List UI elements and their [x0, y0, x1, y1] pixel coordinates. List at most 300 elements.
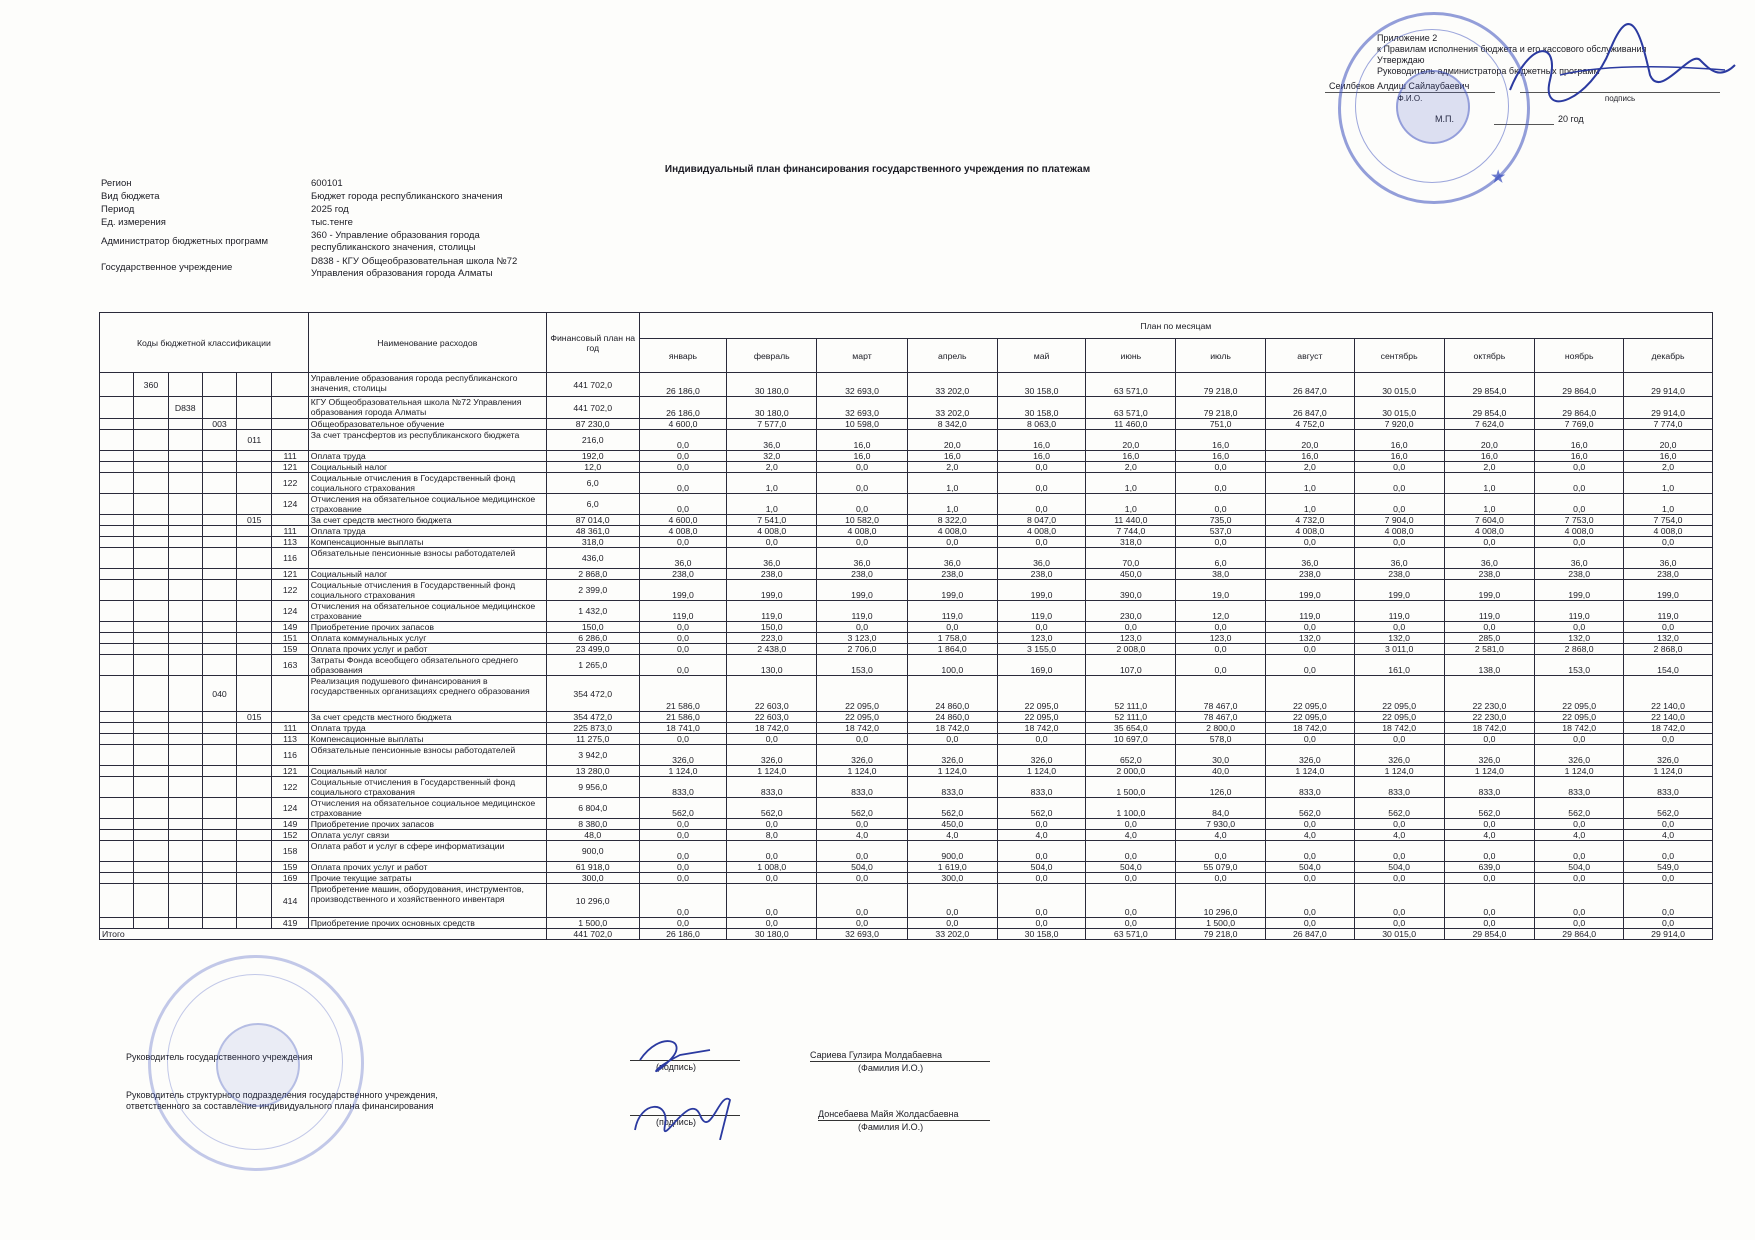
month-value-cell: 326,0: [907, 745, 997, 766]
month-value-cell: 132,0: [1535, 633, 1624, 644]
financing-plan-table: [99, 312, 1713, 940]
month-value-cell: 0,0: [1176, 873, 1266, 884]
code-cell: 163: [272, 655, 308, 676]
month-value-cell: 63 571,0: [1086, 373, 1176, 397]
month-value-cell: 18 742,0: [1265, 723, 1354, 734]
total-month-cell: 26 186,0: [639, 929, 727, 940]
code-cell: [134, 862, 168, 873]
month-value-cell: 1 124,0: [727, 766, 817, 777]
month-value-cell: 326,0: [727, 745, 817, 766]
code-cell: [237, 734, 272, 745]
month-value-cell: 29 854,0: [1444, 373, 1535, 397]
month-value-cell: 30 015,0: [1354, 373, 1444, 397]
month-value-cell: 4,0: [1624, 830, 1713, 841]
code-cell: [168, 494, 202, 515]
code-cell: [168, 819, 202, 830]
code-cell: 124: [272, 601, 308, 622]
annual-plan-cell: 13 280,0: [546, 766, 639, 777]
month-value-cell: 0,0: [1354, 537, 1444, 548]
code-cell: [168, 676, 202, 712]
month-value-cell: 0,0: [1354, 918, 1444, 929]
table-row: [100, 473, 1713, 494]
expense-name-cell: Отчисления на обязательное социальное медицинское страхование: [308, 601, 546, 622]
month-value-cell: 0,0: [817, 734, 908, 745]
month-value-cell: 8,0: [727, 830, 817, 841]
code-cell: [134, 734, 168, 745]
month-value-cell: 16,0: [1624, 451, 1713, 462]
meta-label: Ед. измерения: [101, 217, 166, 228]
code-cell: [134, 494, 168, 515]
month-value-cell: 2 008,0: [1086, 644, 1176, 655]
month-value-cell: 238,0: [1354, 569, 1444, 580]
month-value-cell: 504,0: [817, 862, 908, 873]
month-value-cell: 7 753,0: [1535, 515, 1624, 526]
month-value-cell: 326,0: [1354, 745, 1444, 766]
month-value-cell: 1 008,0: [727, 862, 817, 873]
expense-name-cell: Отчисления на обязательное социальное медицинское страхование: [308, 494, 546, 515]
month-value-cell: 36,0: [1354, 548, 1444, 569]
table-row: [100, 419, 1713, 430]
code-cell: [237, 494, 272, 515]
code-cell: [202, 830, 236, 841]
code-cell: 159: [272, 862, 308, 873]
month-value-cell: 10 582,0: [817, 515, 908, 526]
code-cell: [237, 676, 272, 712]
month-value-cell: 0,0: [1535, 734, 1624, 745]
total-month-cell: 30 158,0: [997, 929, 1086, 940]
month-value-cell: 238,0: [997, 569, 1086, 580]
month-value-cell: 1 124,0: [817, 766, 908, 777]
month-value-cell: 0,0: [639, 494, 727, 515]
annual-plan-cell: 8 380,0: [546, 819, 639, 830]
code-cell: [168, 548, 202, 569]
code-cell: [202, 580, 236, 601]
month-value-cell: 22 603,0: [727, 712, 817, 723]
total-month-cell: 32 693,0: [817, 929, 908, 940]
month-value-cell: 0,0: [1624, 819, 1713, 830]
annual-plan-cell: 61 918,0: [546, 862, 639, 873]
month-value-cell: 0,0: [1624, 841, 1713, 862]
month-value-cell: 0,0: [727, 918, 817, 929]
code-cell: [272, 373, 308, 397]
month-value-cell: 450,0: [1086, 569, 1176, 580]
code-cell: [134, 819, 168, 830]
annual-plan-cell: 318,0: [546, 537, 639, 548]
total-month-cell: 33 202,0: [907, 929, 997, 940]
month-value-cell: 1,0: [727, 494, 817, 515]
month-value-cell: 16,0: [997, 451, 1086, 462]
table-row: [100, 526, 1713, 537]
approval-sign-caption: подпись: [1604, 94, 1636, 103]
annual-plan-cell: 12,0: [546, 462, 639, 473]
code-cell: [202, 798, 236, 819]
month-value-cell: 0,0: [1354, 841, 1444, 862]
month-value-cell: 450,0: [907, 819, 997, 830]
expense-name-cell: Приобретение машин, оборудования, инструментов, производственного и хозяйственного инвентаря: [308, 884, 546, 918]
month-value-cell: 562,0: [1535, 798, 1624, 819]
code-cell: [168, 430, 202, 451]
header-month: июнь: [1086, 339, 1176, 373]
official-stamp-top: [1338, 12, 1530, 204]
month-value-cell: 26 186,0: [639, 373, 727, 397]
code-cell: [202, 633, 236, 644]
month-value-cell: 0,0: [1176, 494, 1266, 515]
expense-name-cell: Компенсационные выплаты: [308, 537, 546, 548]
code-cell: [237, 622, 272, 633]
month-value-cell: 18 742,0: [817, 723, 908, 734]
code-cell: 111: [272, 723, 308, 734]
table-row: [100, 397, 1713, 419]
month-value-cell: 0,0: [997, 841, 1086, 862]
code-cell: [168, 622, 202, 633]
month-value-cell: 1 124,0: [1535, 766, 1624, 777]
header-month: апрель: [907, 339, 997, 373]
month-value-cell: 30 158,0: [997, 397, 1086, 419]
code-cell: 011: [237, 430, 272, 451]
code-cell: [134, 462, 168, 473]
month-value-cell: 0,0: [1176, 622, 1266, 633]
code-cell: [100, 745, 134, 766]
expense-name-cell: Оплата труда: [308, 526, 546, 537]
month-value-cell: 29 854,0: [1444, 397, 1535, 419]
month-value-cell: 16,0: [817, 451, 908, 462]
code-cell: 149: [272, 819, 308, 830]
expense-name-cell: Оплата услуг связи: [308, 830, 546, 841]
month-value-cell: 84,0: [1176, 798, 1266, 819]
month-value-cell: 2 868,0: [1624, 644, 1713, 655]
code-cell: [168, 580, 202, 601]
month-value-cell: 18 742,0: [1624, 723, 1713, 734]
month-value-cell: 22 095,0: [1354, 712, 1444, 723]
month-value-cell: 0,0: [997, 918, 1086, 929]
month-value-cell: 0,0: [817, 473, 908, 494]
month-value-cell: 238,0: [639, 569, 727, 580]
month-value-cell: 32 693,0: [817, 373, 908, 397]
code-cell: [100, 451, 134, 462]
code-cell: [202, 462, 236, 473]
month-value-cell: 7 744,0: [1086, 526, 1176, 537]
month-value-cell: 562,0: [997, 798, 1086, 819]
expense-name-cell: Приобретение прочих запасов: [308, 622, 546, 633]
expense-name-cell: Прочие текущие затраты: [308, 873, 546, 884]
approval-mp: М.П.: [1435, 114, 1454, 124]
code-cell: [134, 451, 168, 462]
month-value-cell: 24 860,0: [907, 712, 997, 723]
month-value-cell: 0,0: [1354, 473, 1444, 494]
month-value-cell: 1 124,0: [1265, 766, 1354, 777]
code-cell: [168, 462, 202, 473]
total-month-cell: 30 180,0: [727, 929, 817, 940]
month-value-cell: 504,0: [1086, 862, 1176, 873]
header-plan: Финансовый план на год: [546, 313, 639, 373]
annual-plan-cell: 354 472,0: [546, 712, 639, 723]
code-cell: [100, 830, 134, 841]
month-value-cell: 1 124,0: [1444, 766, 1535, 777]
month-value-cell: 12,0: [1176, 601, 1266, 622]
table-row: [100, 798, 1713, 819]
code-cell: [202, 734, 236, 745]
month-value-cell: 0,0: [1265, 918, 1354, 929]
month-value-cell: 18 742,0: [1444, 723, 1535, 734]
month-value-cell: 504,0: [1265, 862, 1354, 873]
expense-name-cell: Социальный налог: [308, 569, 546, 580]
month-value-cell: 578,0: [1176, 734, 1266, 745]
month-value-cell: 7 577,0: [727, 419, 817, 430]
month-value-cell: 107,0: [1086, 655, 1176, 676]
code-cell: [237, 462, 272, 473]
month-value-cell: 504,0: [1535, 862, 1624, 873]
month-value-cell: 562,0: [1265, 798, 1354, 819]
code-cell: [100, 622, 134, 633]
code-cell: [168, 830, 202, 841]
code-cell: [168, 515, 202, 526]
month-value-cell: 123,0: [997, 633, 1086, 644]
code-cell: 040: [202, 676, 236, 712]
code-cell: [202, 548, 236, 569]
code-cell: [202, 873, 236, 884]
month-value-cell: 7 904,0: [1354, 515, 1444, 526]
month-value-cell: 36,0: [1624, 548, 1713, 569]
annual-plan-cell: 150,0: [546, 622, 639, 633]
month-value-cell: 4,0: [1535, 830, 1624, 841]
month-value-cell: 21 586,0: [639, 712, 727, 723]
approval-year: 20 год: [1557, 114, 1584, 124]
code-cell: [168, 473, 202, 494]
month-value-cell: 4 008,0: [727, 526, 817, 537]
month-value-cell: 0,0: [639, 537, 727, 548]
annual-plan-cell: 436,0: [546, 548, 639, 569]
code-cell: [272, 515, 308, 526]
month-value-cell: 833,0: [1354, 777, 1444, 798]
code-cell: [168, 451, 202, 462]
table-row: [100, 494, 1713, 515]
month-value-cell: 153,0: [1535, 655, 1624, 676]
month-value-cell: 0,0: [639, 655, 727, 676]
month-value-cell: 0,0: [907, 884, 997, 918]
annual-plan-cell: 2 868,0: [546, 569, 639, 580]
total-label: Итого: [100, 929, 547, 940]
month-value-cell: 0,0: [1444, 622, 1535, 633]
month-value-cell: 32,0: [727, 451, 817, 462]
responsible-sign-caption: (подпись): [656, 1117, 697, 1127]
month-value-cell: 0,0: [1444, 884, 1535, 918]
approval-rules: к Правилам исполнения бюджета и его кассового обслуживания: [1377, 44, 1647, 54]
code-cell: [100, 644, 134, 655]
month-value-cell: 0,0: [1354, 622, 1444, 633]
code-cell: 124: [272, 798, 308, 819]
month-value-cell: 132,0: [1624, 633, 1713, 644]
month-value-cell: 562,0: [1354, 798, 1444, 819]
header-month: февраль: [727, 339, 817, 373]
month-value-cell: 36,0: [1265, 548, 1354, 569]
month-value-cell: 22 095,0: [1535, 712, 1624, 723]
expense-name-cell: Оплата работ и услуг в сфере информатизации: [308, 841, 546, 862]
month-value-cell: 0,0: [727, 884, 817, 918]
code-cell: [202, 644, 236, 655]
code-cell: [134, 397, 168, 419]
annual-plan-cell: 23 499,0: [546, 644, 639, 655]
month-value-cell: 0,0: [1535, 494, 1624, 515]
month-value-cell: 0,0: [997, 734, 1086, 745]
code-cell: [134, 537, 168, 548]
expense-name-cell: Приобретение прочих основных средств: [308, 918, 546, 929]
month-value-cell: 0,0: [639, 873, 727, 884]
month-value-cell: 4,0: [817, 830, 908, 841]
annual-plan-cell: 6 286,0: [546, 633, 639, 644]
month-value-cell: 119,0: [727, 601, 817, 622]
code-cell: [134, 473, 168, 494]
month-value-cell: 36,0: [997, 548, 1086, 569]
month-value-cell: 79 218,0: [1176, 373, 1266, 397]
month-value-cell: 4,0: [1444, 830, 1535, 841]
month-value-cell: 7 541,0: [727, 515, 817, 526]
code-cell: [272, 397, 308, 419]
month-value-cell: 390,0: [1086, 580, 1176, 601]
code-cell: [100, 419, 134, 430]
month-value-cell: 0,0: [639, 473, 727, 494]
annual-plan-cell: 87 230,0: [546, 419, 639, 430]
month-value-cell: 55 079,0: [1176, 862, 1266, 873]
month-value-cell: 326,0: [997, 745, 1086, 766]
code-cell: [134, 712, 168, 723]
code-cell: 003: [202, 419, 236, 430]
code-cell: [134, 918, 168, 929]
month-value-cell: 16,0: [1176, 430, 1266, 451]
month-value-cell: 7 920,0: [1354, 419, 1444, 430]
month-value-cell: 0,0: [1535, 841, 1624, 862]
month-value-cell: 8 063,0: [997, 419, 1086, 430]
month-value-cell: 22 095,0: [817, 676, 908, 712]
month-value-cell: 0,0: [1354, 734, 1444, 745]
month-value-cell: 24 860,0: [907, 676, 997, 712]
month-value-cell: 0,0: [1086, 918, 1176, 929]
approval-role: Руководитель администратора бюджетных программ: [1377, 66, 1600, 76]
code-cell: [168, 734, 202, 745]
code-cell: [134, 841, 168, 862]
code-cell: [272, 419, 308, 430]
month-value-cell: 36,0: [1535, 548, 1624, 569]
month-value-cell: 32 693,0: [817, 397, 908, 419]
code-cell: [100, 734, 134, 745]
header-month: май: [997, 339, 1086, 373]
month-value-cell: 326,0: [817, 745, 908, 766]
month-value-cell: 223,0: [727, 633, 817, 644]
code-cell: [237, 830, 272, 841]
month-value-cell: 8 047,0: [997, 515, 1086, 526]
month-value-cell: 833,0: [997, 777, 1086, 798]
month-value-cell: 238,0: [1624, 569, 1713, 580]
annual-plan-cell: 1 500,0: [546, 918, 639, 929]
month-value-cell: 0,0: [1354, 873, 1444, 884]
expense-name-cell: Отчисления на обязательное социальное медицинское страхование: [308, 798, 546, 819]
code-cell: [134, 569, 168, 580]
code-cell: [202, 569, 236, 580]
month-value-cell: 0,0: [1086, 841, 1176, 862]
code-cell: 159: [272, 644, 308, 655]
month-value-cell: 833,0: [639, 777, 727, 798]
code-cell: [202, 819, 236, 830]
annual-plan-cell: 6,0: [546, 473, 639, 494]
month-value-cell: 1,0: [1444, 494, 1535, 515]
month-value-cell: 22 095,0: [1265, 712, 1354, 723]
month-value-cell: 36,0: [639, 548, 727, 569]
month-value-cell: 7 930,0: [1176, 819, 1266, 830]
meta-value: D838 - КГУ Общеобразовательная школа №72 Управления образования города Алматы: [311, 256, 518, 279]
month-value-cell: 4,0: [1265, 830, 1354, 841]
month-value-cell: 4,0: [1354, 830, 1444, 841]
month-value-cell: 0,0: [727, 537, 817, 548]
month-value-cell: 318,0: [1086, 537, 1176, 548]
month-value-cell: 0,0: [639, 862, 727, 873]
expense-name-cell: Социальные отчисления в Государственный фонд социального страхования: [308, 473, 546, 494]
month-value-cell: 0,0: [639, 644, 727, 655]
code-cell: [134, 766, 168, 777]
month-value-cell: 238,0: [1444, 569, 1535, 580]
month-value-cell: 0,0: [1176, 655, 1266, 676]
month-value-cell: 1 500,0: [1086, 777, 1176, 798]
code-cell: [100, 548, 134, 569]
month-value-cell: 0,0: [1086, 884, 1176, 918]
month-value-cell: 1 124,0: [907, 766, 997, 777]
month-value-cell: 0,0: [639, 819, 727, 830]
code-cell: [134, 526, 168, 537]
code-cell: 015: [237, 712, 272, 723]
month-value-cell: 4,0: [1086, 830, 1176, 841]
month-value-cell: 0,0: [727, 873, 817, 884]
month-value-cell: 7 604,0: [1444, 515, 1535, 526]
month-value-cell: 63 571,0: [1086, 397, 1176, 419]
month-value-cell: 78 467,0: [1176, 676, 1266, 712]
month-value-cell: 19,0: [1176, 580, 1266, 601]
code-cell: [100, 430, 134, 451]
month-value-cell: 1,0: [1086, 494, 1176, 515]
month-value-cell: 0,0: [639, 734, 727, 745]
table-row: [100, 862, 1713, 873]
expense-name-cell: Оплата прочих услуг и работ: [308, 644, 546, 655]
annual-plan-cell: 216,0: [546, 430, 639, 451]
month-value-cell: 0,0: [1354, 884, 1444, 918]
code-cell: [168, 712, 202, 723]
table-row: [100, 723, 1713, 734]
month-value-cell: 0,0: [997, 819, 1086, 830]
month-value-cell: 0,0: [639, 451, 727, 462]
code-cell: [202, 655, 236, 676]
code-cell: [100, 569, 134, 580]
month-value-cell: 0,0: [997, 494, 1086, 515]
code-cell: [237, 723, 272, 734]
month-value-cell: 18 741,0: [639, 723, 727, 734]
month-value-cell: 0,0: [639, 884, 727, 918]
month-value-cell: 4,0: [997, 830, 1086, 841]
month-value-cell: 22 095,0: [1354, 676, 1444, 712]
month-value-cell: 1,0: [727, 473, 817, 494]
month-value-cell: 0,0: [1176, 841, 1266, 862]
month-value-cell: 7 769,0: [1535, 419, 1624, 430]
expense-name-cell: Общеобразовательное обучение: [308, 419, 546, 430]
code-cell: [168, 373, 202, 397]
month-value-cell: 26 847,0: [1265, 373, 1354, 397]
month-value-cell: 0,0: [1265, 644, 1354, 655]
code-cell: [237, 798, 272, 819]
table-row: [100, 918, 1713, 929]
header-month: март: [817, 339, 908, 373]
header-month: ноябрь: [1535, 339, 1624, 373]
month-value-cell: 0,0: [1444, 918, 1535, 929]
month-value-cell: 238,0: [1535, 569, 1624, 580]
month-value-cell: 562,0: [727, 798, 817, 819]
month-value-cell: 22 603,0: [727, 676, 817, 712]
month-value-cell: 16,0: [1535, 430, 1624, 451]
